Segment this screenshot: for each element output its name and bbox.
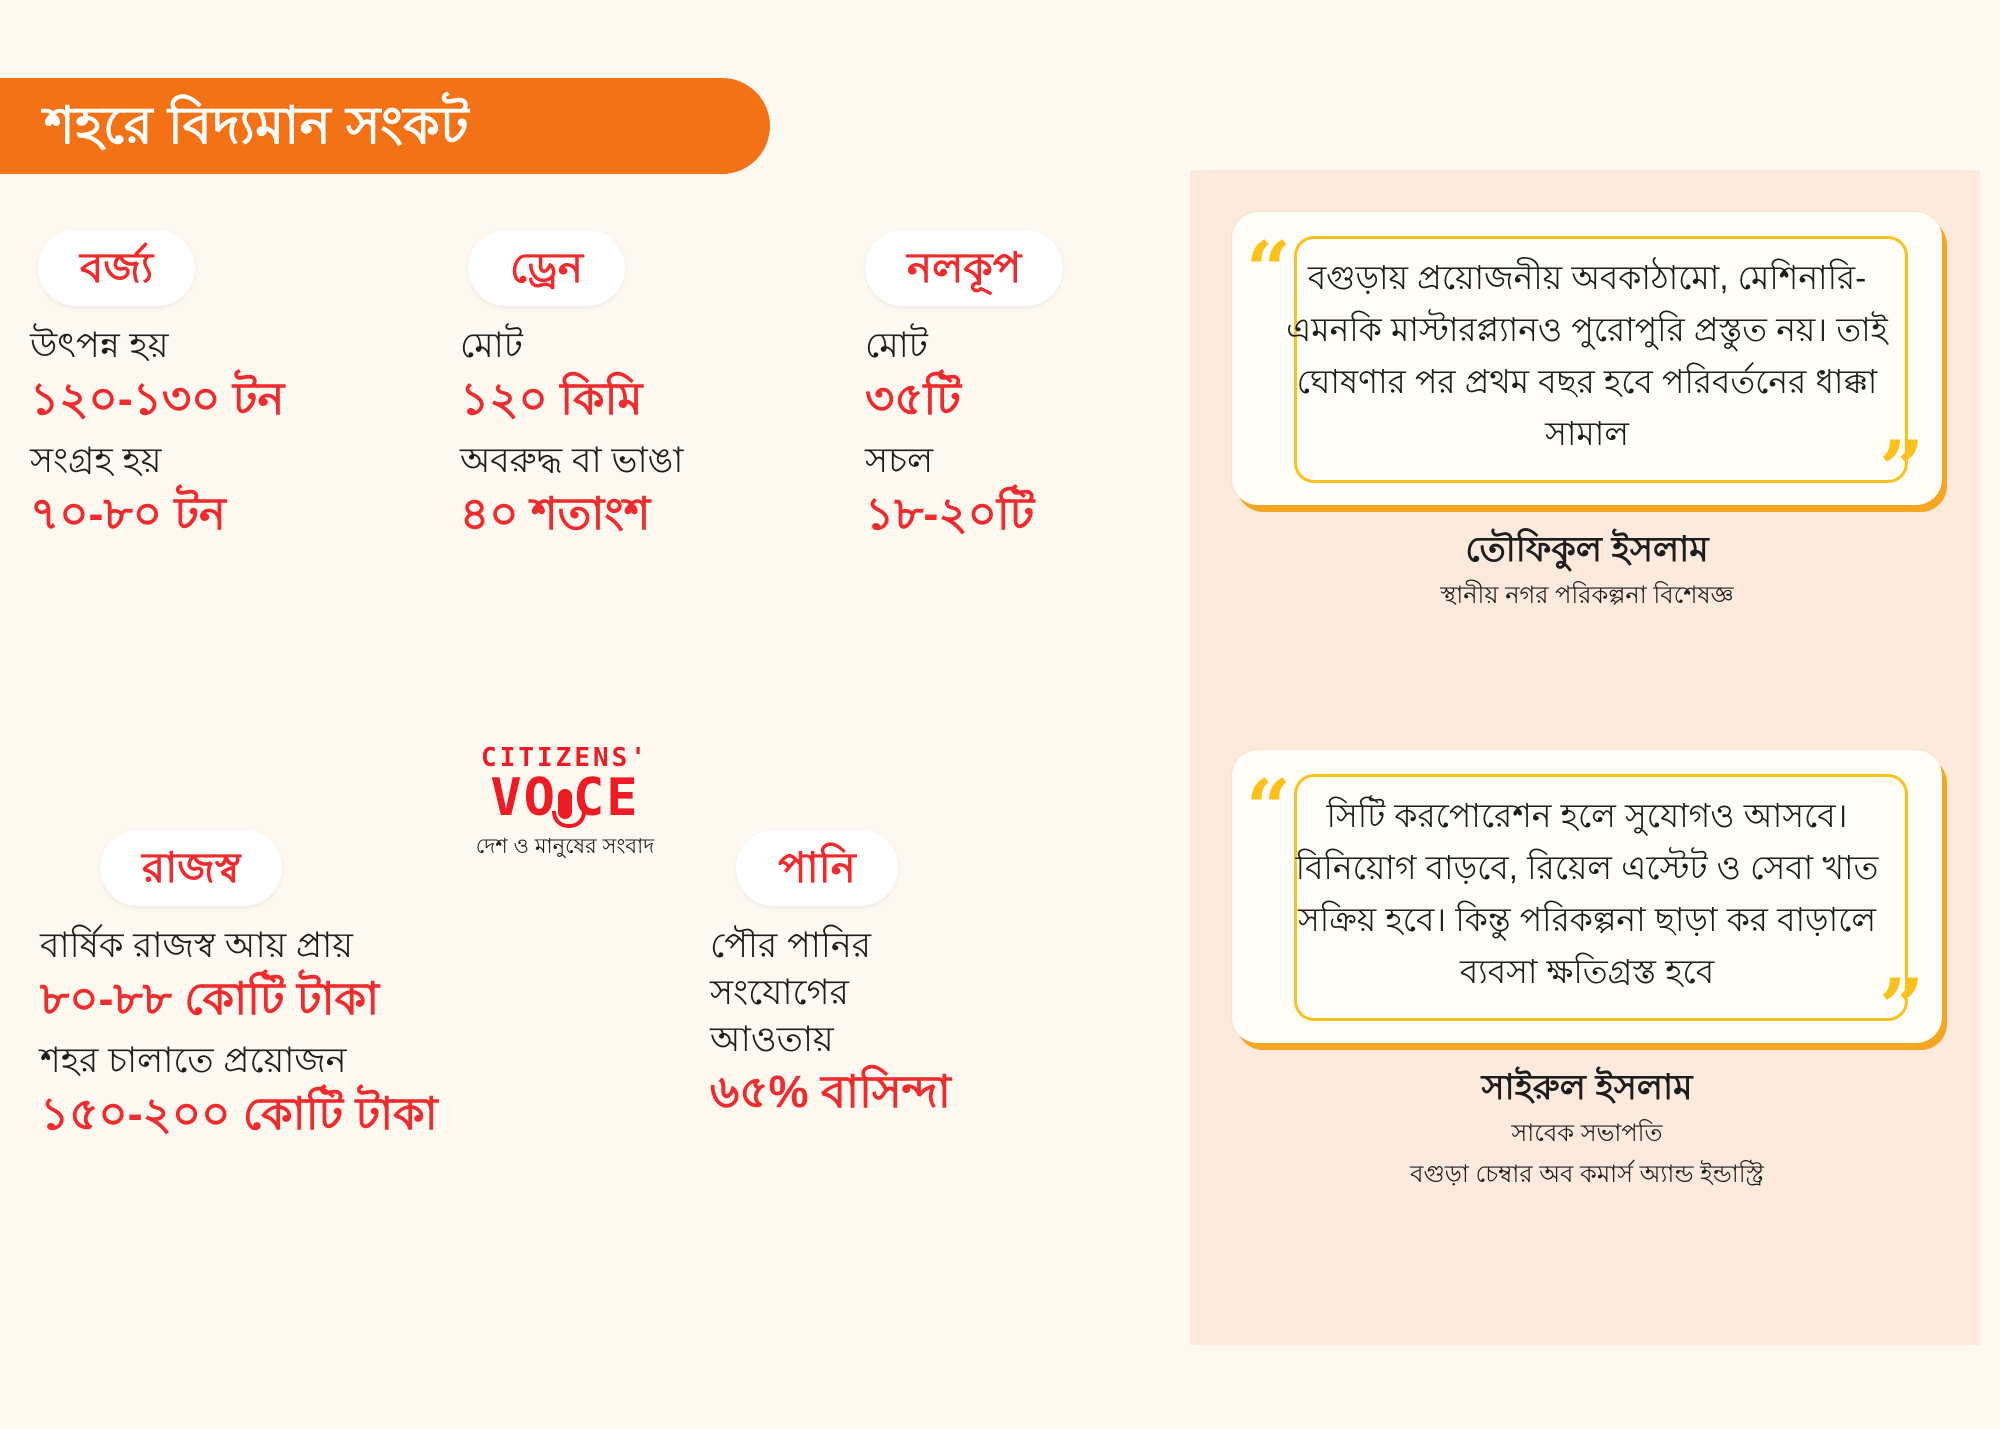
stat-value: ৩৫টি [865,372,961,424]
stat-block-waste [30,230,284,542]
logo-top-text: CITIZENS' [481,743,649,773]
stat-label: মোট [865,326,928,365]
stat-label: আওতায় [710,1019,834,1059]
stat-heading-water: পানি [778,844,856,891]
stat-heading-pill-waste [38,230,195,306]
stat-value: ৪০ শতাংশ [460,487,651,539]
logo-main-after: CE [573,768,640,828]
quote-open-icon: “ [1246,225,1291,316]
stat-label: অবরুদ্ধ বা ভাঙা [460,441,684,481]
stat-block-revenue [40,830,438,1142]
stat-block-water [710,830,951,1121]
stat-value: ৮০-৮৮ কোটি টাকা [40,972,380,1024]
stat-label: সংগ্রহ হয় [30,441,162,481]
stat-lines-waste [30,324,284,542]
quote-card-2 [1232,750,1942,1192]
stat-heading-waste: বর্জ্য [80,244,154,291]
quote-text: সিটি করপোরেশন হলে সুযোগও আসবে। বিনিয়োগ বাড়বে, রিয়েল এস্টেট ও সেবা খাত সক্রিয় হবে। কিন্তু পরিকল্পনা ছাড়া কর বাড়ালে ব্যবসা ক্ষতিগ্রস্ত হবে [1295,797,1879,991]
stat-value: ৭০-৮০ টন [30,487,226,539]
page-title-banner [0,78,770,174]
stat-heading-drain: ড্রেন [510,244,583,291]
brand-logo [440,745,690,857]
stat-heading-pill-water [736,830,898,906]
page-title: শহরে বিদ্যমান সংকট [44,97,470,155]
quote-close-icon: ” [1879,961,1924,1053]
logo-main-text [490,768,640,828]
stat-heading-tubewell: নলকূপ [907,244,1022,291]
quote-author: সাইরুল ইসলাম [1481,1067,1693,1107]
stat-block-drain [460,230,683,542]
quote-box [1232,750,1942,1053]
stat-lines-water [710,924,951,1121]
stat-label: সংযোগের [710,972,849,1012]
microphone-icon [558,789,572,819]
stat-block-tubewell [865,230,1063,542]
quote-box [1232,212,1942,515]
logo-tagline: দেশ ও মানুষের সংবাদ [475,834,655,858]
quote-text: বগুড়ায় প্রয়োজনীয় অবকাঠামো, মেশিনারি-এমনকি মাস্টারপ্ল্যানও পুরোপুরি প্রস্তুত নয়। তাই ঘোষণার পর প্রথম বছর হবে পরিবর্তনের ধাক্কা সামাল [1286,259,1888,453]
stat-label: পৌর পানির [710,926,872,965]
stat-label: সচল [865,441,934,481]
stat-lines-drain [460,324,683,542]
stat-value: ১৫০-২০০ কোটি টাকা [40,1087,438,1139]
stat-value: ১২০ কিমি [460,372,643,424]
quote-role: স্থানীয় নগর পরিকল্পনা বিশেষজ্ঞ [1440,581,1734,609]
stat-label: বার্ষিক রাজস্ব আয় প্রায় [40,926,353,965]
stat-value: ৬৫% বাসিন্দা [710,1066,951,1118]
quotes-panel [1190,170,1980,1345]
quote-card-1 [1232,212,1942,612]
stat-lines-revenue [40,924,438,1142]
stat-value: ১২০-১৩০ টন [30,372,285,424]
stat-heading-pill-tubewell [865,230,1063,306]
stat-label: শহর চালাতে প্রয়োজন [40,1041,347,1081]
stat-heading-pill-revenue [100,830,282,906]
stat-heading-pill-drain [468,230,625,306]
stat-label: উৎপন্ন হয় [30,326,169,365]
stat-label: মোট [460,326,523,365]
quote-close-icon: ” [1879,423,1924,515]
quote-role: সাবেক সভাপতি [1511,1119,1663,1147]
quote-role-secondary: বগুড়া চেম্বার অব কমার্স অ্যান্ড ইন্ডাস্ট্রি [1410,1161,1764,1189]
quote-author: তৌফিকুল ইসলাম [1465,529,1709,569]
logo-main-before: VO [490,768,557,828]
stat-lines-tubewell [865,324,1063,542]
stat-heading-revenue: রাজস্ব [142,844,241,891]
stat-value: ১৮-২০টি [865,487,1035,539]
quote-open-icon: “ [1246,763,1291,854]
